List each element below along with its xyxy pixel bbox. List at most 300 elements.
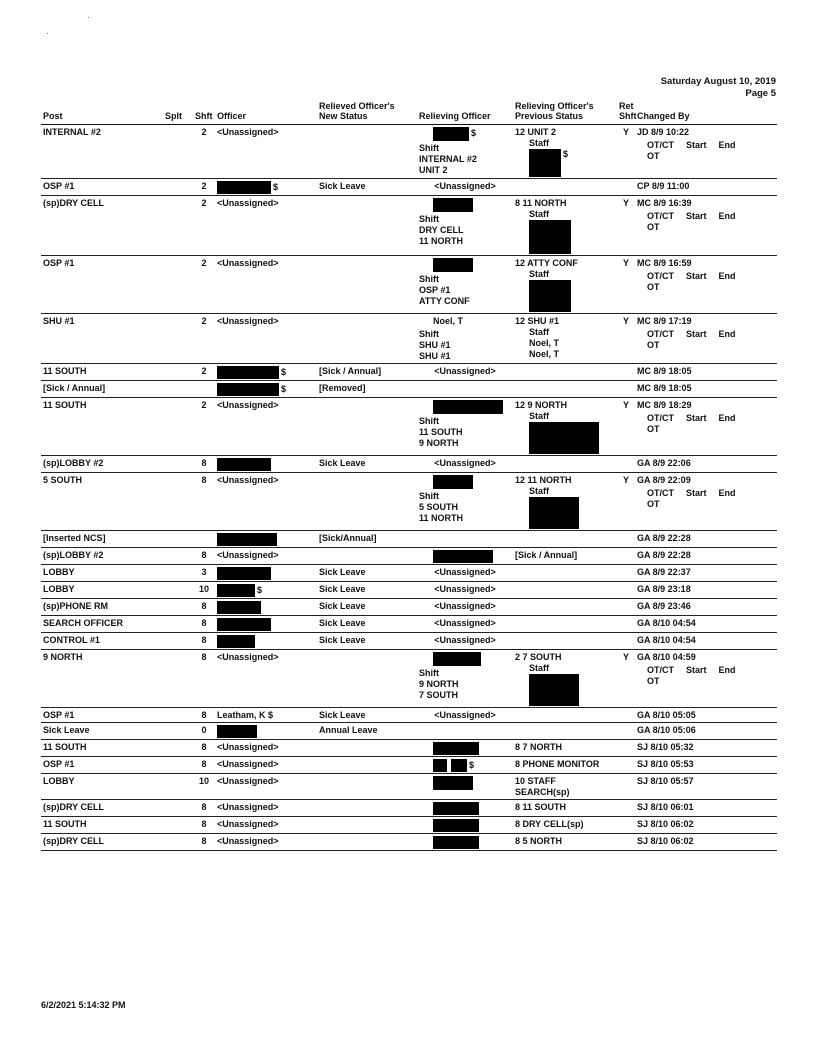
table-cell: OSP #1 [41,708,163,723]
table-cell: <Unassigned> [417,364,513,381]
table-cell [163,364,193,381]
redaction-block [217,601,261,614]
table-cell: 8 11 SOUTH [513,800,617,817]
table-cell: Sick Leave [317,582,417,599]
table-cell [163,179,193,196]
table-cell [513,633,617,650]
cell-text [637,413,775,424]
table-cell: LOBBY [41,582,163,599]
cell-text [419,127,511,141]
table-cell [163,256,193,314]
redaction-block [529,149,561,177]
cell-text: MC 8/9 16:39 [637,198,692,208]
cell-text: Start [686,413,707,423]
table-cell: <Unassigned> [417,599,513,616]
table-cell: 8 [193,616,215,633]
cell-text: 12 ATTY CONF [515,258,578,268]
redaction-block [433,400,503,414]
cell-text: Start [686,271,707,281]
cell-text: Noel, T [529,349,560,359]
table-cell: 2 [193,196,215,256]
table-row [41,314,777,364]
table-cell [417,381,513,398]
table-cell [617,774,635,800]
redaction-block [451,759,467,772]
cell-text: Shift [419,274,439,284]
table-cell: [Inserted NCS] [41,531,163,548]
cell-text: Shift [419,143,439,153]
cell-text: OT/CT [647,488,674,498]
table-cell: GA 8/10 04:54 [635,616,777,633]
table-cell [513,314,617,364]
cell-text [515,486,615,529]
table-cell: 2 [193,179,215,196]
table-cell: 8 DRY CELL(sp) [513,817,617,834]
table-cell: OSP #1 [41,179,163,196]
cell-text: OT/CT [647,413,674,423]
cell-text: SHU #1 [419,340,451,350]
table-cell [513,650,617,708]
cell-text [419,475,511,489]
table-row [41,364,777,381]
table-cell: Y [617,125,635,179]
table-cell: 11 SOUTH [41,817,163,834]
cell-text: Shift [419,416,439,426]
table-cell [317,125,417,179]
cell-text: End [718,413,736,423]
cell-text: 9 NORTH [419,679,459,689]
cell-text [637,329,775,340]
table-cell: SEARCH OFFICER [41,616,163,633]
table-cell [617,817,635,834]
cell-text: SHU #1 [419,351,451,361]
table-cell [617,834,635,851]
table-row [41,456,777,473]
table-row [41,565,777,582]
table-cell: <Unassigned> [215,314,317,364]
table-cell [513,723,617,740]
table-cell: Y [617,650,635,708]
column-header-line: Previous Status [515,111,584,121]
cell-text: MC 8/9 16:59 [637,258,692,268]
cell-text: $ [469,759,475,770]
table-cell [163,398,193,456]
column-header-line: Relieving Officer's [515,101,594,111]
table-cell [417,817,513,834]
table-cell [215,633,317,650]
table-cell [617,565,635,582]
cell-text: 11 NORTH [419,236,464,246]
table-cell: Y [617,196,635,256]
table-cell: GA 8/10 05:06 [635,723,777,740]
cell-text: 2 7 SOUTH [515,652,562,662]
table-row [41,757,777,774]
table-cell: <Unassigned> [215,548,317,565]
table-cell [163,531,193,548]
table-cell: 0 [193,723,215,740]
cell-text: 12 11 NORTH [515,475,572,485]
table-cell [635,256,777,314]
table-cell: Y [617,314,635,364]
table-cell [317,398,417,456]
table-row [41,582,777,599]
cell-text: Shift [419,214,439,224]
table-cell [193,381,215,398]
table-cell: (sp)DRY CELL [41,800,163,817]
table-cell [617,757,635,774]
cell-text: ATTY CONF [419,296,470,306]
table-cell: GA 8/10 05:05 [635,708,777,723]
table-cell: [Sick / Annual] [41,381,163,398]
table-cell [163,774,193,800]
table-cell: <Unassigned> [215,817,317,834]
table-cell [215,364,317,381]
cell-text: OT [647,151,660,161]
table-cell: (sp)DRY CELL [41,196,163,256]
table-row [41,179,777,196]
cell-text [515,663,615,706]
cell-text: Shift [419,329,439,339]
table-cell [617,531,635,548]
redaction-block [433,475,473,489]
table-cell [317,817,417,834]
cell-text: End [718,665,736,675]
cell-text: End [718,329,736,339]
table-row [41,708,777,723]
table-cell: GA 8/9 22:28 [635,531,777,548]
page-number: Page 5 [745,88,776,99]
col-relieving: Relieving Officer [417,101,513,125]
table-cell: Y [617,256,635,314]
table-row [41,473,777,531]
cell-text [637,140,775,151]
table-cell [617,616,635,633]
table-cell [513,708,617,723]
cell-text: Staff [529,411,549,421]
redaction-block [433,652,481,666]
table-cell [163,633,193,650]
table-cell [635,314,777,364]
cell-text: 10 STAFF [515,776,556,786]
table-cell: 2 [193,125,215,179]
table-cell: Sick Leave [317,179,417,196]
table-cell [417,314,513,364]
column-header-line: Relieved Officer's [319,101,395,111]
table-cell: 8 [193,599,215,616]
table-cell [163,473,193,531]
table-cell [635,398,777,456]
table-cell: 2 [193,314,215,364]
table-cell [163,196,193,256]
cell-text: Start [686,140,707,150]
table-cell: GA 8/10 04:54 [635,633,777,650]
table-cell: MC 8/9 18:05 [635,364,777,381]
table-row [41,599,777,616]
cell-text: 11 SOUTH [419,427,463,437]
table-cell [215,616,317,633]
table-cell [417,196,513,256]
column-header-line: New Status [319,111,368,121]
table-cell: OSP #1 [41,256,163,314]
cell-text: Start [686,665,707,675]
table-cell [617,723,635,740]
cell-text [419,652,511,666]
table-cell [513,774,617,800]
table-cell [215,565,317,582]
table-cell [417,757,513,774]
table-cell [617,708,635,723]
table-cell: 8 [193,708,215,723]
cell-text [515,269,615,312]
cell-text [419,258,511,272]
redaction-block [217,584,255,597]
table-cell: INTERNAL #2 [41,125,163,179]
cell-text: GA 8/9 22:09 [637,475,691,485]
redaction-block [529,220,571,254]
table-cell [317,774,417,800]
cell-text: OT/CT [647,271,674,281]
cell-text: OT [647,424,660,434]
table-row [41,381,777,398]
table-cell: Sick Leave [317,599,417,616]
cell-text: $ [471,128,477,139]
table-cell: (sp)DRY CELL [41,834,163,851]
cell-text: Staff [529,327,549,337]
table-cell: 3 [193,565,215,582]
table-cell: SJ 8/10 05:32 [635,740,777,757]
cell-text: Start [686,211,707,221]
table-row [41,834,777,851]
cell-text [515,327,615,360]
cell-text: 8 11 NORTH [515,198,567,208]
table-cell [163,125,193,179]
table-cell: 2 [193,256,215,314]
table-cell: SJ 8/10 06:02 [635,817,777,834]
table-cell [215,179,317,196]
cell-text: Noel, T [433,316,464,326]
table-row [41,633,777,650]
table-cell: MC 8/9 18:05 [635,381,777,398]
report-date: Saturday August 10, 2019 [660,76,776,87]
cell-text [637,665,775,676]
table-cell [163,817,193,834]
cell-text: OT/CT [647,211,674,221]
cell-text: End [718,140,736,150]
table-cell: 8 PHONE MONITOR [513,757,617,774]
table-cell: Annual Leave [317,723,417,740]
table-cell: 8 [193,473,215,531]
table-cell [163,834,193,851]
cell-text: OT/CT [647,665,674,675]
table-cell [513,599,617,616]
table-cell [617,179,635,196]
table-cell: 8 [193,548,215,565]
column-header-line: Ret [619,101,634,111]
table-cell [317,740,417,757]
table-cell: [Sick / Annual] [317,364,417,381]
cell-text: SEARCH(sp) [515,787,570,797]
table-cell: <Unassigned> [215,740,317,757]
table-cell [215,456,317,473]
redaction-block [433,759,447,772]
table-cell: CP 8/9 11:00 [635,179,777,196]
cell-text [637,271,775,282]
table-cell: 5 SOUTH [41,473,163,531]
col-ret [617,101,635,125]
table-cell: 8 7 NORTH [513,740,617,757]
table-cell: GA 8/9 23:18 [635,582,777,599]
redaction-block [529,422,599,454]
table-cell: 10 [193,774,215,800]
table-cell: Sick Leave [317,633,417,650]
table-row [41,398,777,456]
cell-text [419,802,511,815]
table-cell: GA 8/9 22:37 [635,565,777,582]
table-cell [513,398,617,456]
table-cell [417,740,513,757]
redaction-block [217,725,257,738]
table-cell [317,650,417,708]
cell-text [419,742,511,755]
cell-text: End [718,488,736,498]
table-cell: <Unassigned> [417,456,513,473]
table-cell [617,456,635,473]
cell-text [515,138,615,177]
table-row [41,125,777,179]
table-cell: Y [617,473,635,531]
cell-text: OT [647,676,660,686]
table-cell [513,531,617,548]
table-cell [513,364,617,381]
table-cell [317,757,417,774]
cell-text: 5 SOUTH [419,502,459,512]
col-officer: Officer [215,101,317,125]
cell-text: Noel, T [529,338,560,348]
cell-text: 12 UNIT 2 [515,127,557,137]
table-cell: <Unassigned> [215,800,317,817]
table-cell: <Unassigned> [215,125,317,179]
cell-text: OT [647,340,660,350]
table-cell [417,531,513,548]
cell-text: Start [686,329,707,339]
redaction-block [433,819,479,832]
redaction-block [433,836,479,849]
roster-table [41,101,777,851]
table-cell: 2 [193,364,215,381]
table-cell: Sick Leave [41,723,163,740]
table-row [41,531,777,548]
table-cell: 8 [193,834,215,851]
table-cell: Sick Leave [317,456,417,473]
table-cell: 8 [193,757,215,774]
table-cell: <Unassigned> [417,565,513,582]
table-cell: <Unassigned> [417,633,513,650]
table-cell: <Unassigned> [215,473,317,531]
table-cell [215,531,317,548]
cell-text: 12 9 NORTH [515,400,568,410]
table-cell: <Unassigned> [215,196,317,256]
table-cell: <Unassigned> [417,708,513,723]
table-cell [163,650,193,708]
table-cell [317,256,417,314]
table-cell: <Unassigned> [215,834,317,851]
cell-text: End [718,211,736,221]
table-row [41,774,777,800]
scan-speck [88,17,89,18]
cell-text: 12 SHU #1 [515,316,560,326]
table-cell [163,548,193,565]
cell-text [419,400,511,414]
table-cell: LOBBY [41,774,163,800]
table-cell: 9 NORTH [41,650,163,708]
cell-text: 9 NORTH [419,438,459,448]
table-cell: SJ 8/10 05:53 [635,757,777,774]
cell-text [419,819,511,832]
table-cell: 11 SOUTH [41,364,163,381]
cell-text: $ [281,383,287,394]
table-cell [163,599,193,616]
table-cell [163,800,193,817]
cell-text: $ [257,584,263,595]
redaction-block [433,127,469,141]
table-cell [617,800,635,817]
redaction-block [217,366,279,379]
col-changed-by: Changed By [635,101,777,125]
table-cell: LOBBY [41,565,163,582]
table-cell [317,548,417,565]
redaction-block [217,635,255,648]
col-new-status [317,101,417,125]
table-cell [513,196,617,256]
table-cell [417,650,513,708]
table-cell: SJ 8/10 06:01 [635,800,777,817]
cell-text [419,759,511,772]
table-cell: 11 SOUTH [41,398,163,456]
redaction-block [433,258,473,272]
cell-text: INTERNAL #2 [419,154,477,164]
cell-text: Staff [529,209,549,219]
table-cell [417,473,513,531]
table-cell: SHU #1 [41,314,163,364]
table-cell: SJ 8/10 05:57 [635,774,777,800]
cell-text: Staff [529,138,549,148]
table-cell: <Unassigned> [215,757,317,774]
table-cell [417,834,513,851]
table-cell [513,473,617,531]
table-cell [635,650,777,708]
table-cell: CONTROL #1 [41,633,163,650]
redaction-block [529,497,579,529]
table-cell: 8 [193,650,215,708]
table-cell [163,456,193,473]
cell-text [637,488,775,499]
cell-text [419,836,511,849]
table-cell [317,800,417,817]
redaction-block [529,674,579,706]
table-cell [417,774,513,800]
table-header-row [41,101,777,125]
table-row [41,196,777,256]
table-cell: GA 8/9 22:06 [635,456,777,473]
table-cell: (sp)LOBBY #2 [41,548,163,565]
table-cell: 8 [193,800,215,817]
col-shft: Shft [193,101,215,125]
redaction-block [433,198,473,212]
table-cell [617,740,635,757]
table-cell [417,125,513,179]
redaction-block [217,533,277,546]
table-cell: <Unassigned> [417,616,513,633]
